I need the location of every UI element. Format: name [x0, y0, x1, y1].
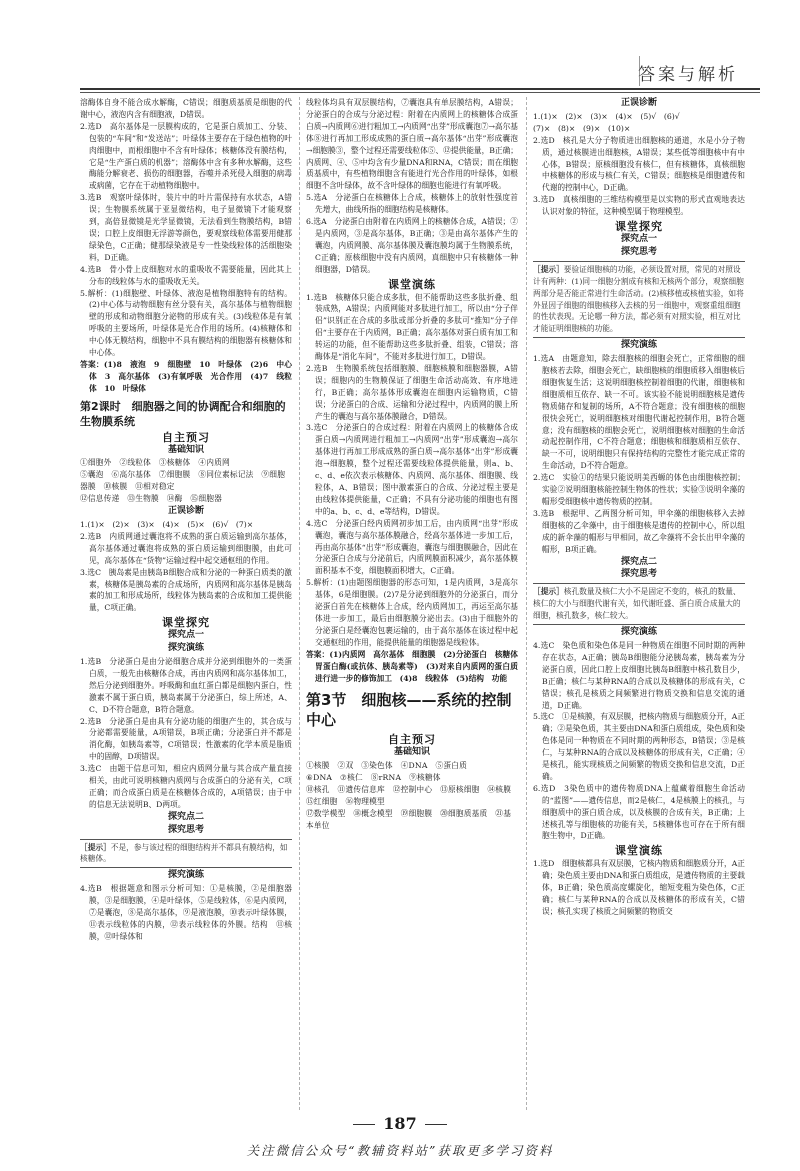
tip-label: ［提示］	[533, 587, 564, 597]
subsection-title: 探究点二	[620, 556, 657, 567]
answer-item: 3.选D 真核细胞的三维结构模型是以实物的形式直观地表达认识对象的特征，这种模型属于物理模型。	[533, 195, 745, 217]
page-number-text: 187	[383, 1114, 417, 1133]
section-title: 自主预习	[162, 430, 210, 444]
subsection-title: 探究点一	[167, 630, 204, 641]
subsection-title: 基础知识	[393, 747, 430, 758]
column-2	[306, 97, 526, 1110]
tip-label: ［提示］	[80, 842, 111, 852]
basic-knowledge-line: ⑥DNA ⑦核仁 ⑧rRNA ⑨核糖体	[306, 773, 441, 783]
subsection-title: 正误诊断	[620, 98, 657, 108]
subsection-title: 探究演练	[620, 627, 657, 638]
answer-item: 4.选C 分泌蛋白经内质网初步加工后，由内质网“出芽”形成囊泡，囊泡与高尔基体膜融合，经高尔基体进一步加工后，再由高尔基体“出芽”形成囊泡，囊泡与细胞膜融合，因此在分泌蛋白合成与分泌前后，内质网膜面积减少，高尔基体膜面积基本不变，细胞膜面积增大，C正确。	[306, 518, 518, 576]
column-3	[533, 97, 745, 1110]
correct-diagnosis-line: (7)× (8)× (9)× (10)×	[533, 123, 631, 133]
answer-item: 2.选B 分泌蛋白是由具有分泌功能的细胞产生的，其合成与分泌都需要能量，A项错误，B项正确；分泌蛋白并不都是消化酶，如胰岛素等，C项错误；性激素的化学本质是脂质中的固醇，D项错误。	[80, 716, 292, 762]
correct-diagnosis-line: 1.(1)× (2)× (3)× (4)× (5)× (6)√ (7)×	[80, 520, 254, 529]
section-title: 课堂演练	[388, 277, 436, 291]
answer-item: 3.选B 根据甲、乙两图分析可知，甲伞藻的细胞核移入去掉细胞核的乙伞藻中，由于细胞核是遗传的控制中心，所以组成的新伞藻的帽形与甲相同，故乙伞藻将不会长出甲伞藻的帽形，B项正确。	[533, 508, 745, 554]
answer-item: 2.选C 实验①的结果只能说明美西螈的体色由细胞核控制；实验②说明细胞核能控制生物体的性状；实验③说明伞藻的帽形受细胞核中遗传物质的控制。	[533, 473, 745, 506]
tip-label: ［提示］	[533, 264, 564, 274]
subsection-title: 探究演练	[167, 643, 204, 654]
answer-item: 2.选D 核孔是大分子物质进出细胞核的通道，水是小分子物质，通过核膜进出细胞核，A错误；某些低等细胞核中有中心体，B错误；原核细胞没有核仁，但有核糖体，真核细胞中核糖体的形成与核仁有关，C错误；细胞核是细胞遗传和代谢的控制中心，D正确。	[533, 135, 745, 193]
subsection-title: 探究思考	[167, 824, 204, 835]
column-separator	[526, 97, 527, 1110]
answer-summary: 答案：(1)8 液泡 9 细胞壁 10 叶绿体 (2)6 中心体 3 高尔基体 (3)有氧呼吸 光合作用 (4)7 线粒体 10 叶绿体	[80, 359, 292, 393]
answer-item: 1.选D 细胞核都具有双层膜，它核内物质和细胞质分开，A正确；染色质主要由DNA和蛋白质组成，是遗传物质的主要载体，B正确；染色质高度螺旋化，缩短变粗为染色体，C正确；核仁与某种RNA的合成以及核糖体的形成有关，C错误；核孔实现了核质之间频繁的物质交	[533, 859, 745, 916]
subsection-title: 探究思考	[620, 246, 657, 257]
header-rule-thin	[80, 92, 760, 93]
answer-item: 1.选B 核糖体只能合成多肽，但不能帮助这些多肽折叠、组装成熟，A错误；内质网能对多肽进行加工，所以由“分子伴侣”识别正在合成的多肽或部分折叠的多肽可“推知”分子伴侣“主要存在于内质网，B正确；高尔基体对蛋白质有加工和转运的功能，但不能帮助这些多肽折叠、组装，C错误；溶酶体是“消化车间”，不能对多肽进行加工，D错误。	[306, 292, 518, 362]
basic-knowledge-line: ⑩核孔 ⑪遗传信息库 ⑫控制中心 ⑬原核细胞 ⑭核膜 ⑮红细胞 ⑯物理模型	[306, 785, 519, 806]
correct-diagnosis-line: 1.(1)× (2)× (3)× (4)× (5)√ (6)√	[533, 111, 680, 121]
header-rule	[80, 88, 760, 90]
page-header	[0, 0, 800, 92]
answer-item: 2.选B 生物膜系统包括细胞膜、细胞核膜和细胞器膜，A错误；细胞内的生物膜保证了细胞生命活动高效、有序地进行，B正确；高尔基体形成囊泡在细胞内运输物质，C错误；分泌蛋白的合成、运输和分泌过程中，内质网的膜上所产生的囊泡与高尔基体膜融合，D错误。	[306, 363, 518, 421]
tip-text: 不是，参与该过程的细胞结构并不都具有膜结构，如核糖体。	[80, 842, 288, 864]
subsection-title: 探究演练	[167, 870, 204, 881]
answer-item: 5.选A 分泌蛋白在核糖体上合成，核糖体上的放射性强度首先增大，曲线所指的细胞结构是核糖体。	[306, 193, 518, 215]
basic-knowledge-line: ⑫信息传递 ⑬生物膜 ⑭酶 ⑮细胞器	[80, 494, 222, 504]
answer-item: 5.选C ①是核膜，有双层膜，把核内物质与细胞质分开，A正确；②是染色质，其主要由DNA和蛋白质组成，染色质和染色体是同一种物质在不同时期的两种形态，B错误；③是核仁，与某种RNA的合成以及核糖体的形成有关，C正确；④是核孔，能实现核质之间频繁的物质交换和信息交流，D正确。	[533, 712, 745, 781]
paragraph: 线粒体均具有双层膜结构，⑦囊泡具有单层膜结构，A错误；分泌蛋白的合成与分泌过程：附着在内质网上的核糖体合成蛋白质→内质网⑥进行粗加工→内质网“出芽”形成囊泡⑦→高尔基体⑧进行再加工形成成熟的蛋白质→高尔基体“出芽”形成囊泡→细胞膜③，整个过程还需要线粒体⑤、⑫提供能量，B正确；内质网、④、⑤中均含有少量DNA和RNA，C错误；而在细胞质基质中，有些植物细胞含有能进行光合作用的叶绿体，如根细胞不含叶绿体，故不含叶绿体的细胞也能进行有氧呼吸。	[306, 98, 518, 191]
section-title: 课堂探究	[615, 220, 663, 234]
subsection-title: 探究点一	[620, 233, 657, 244]
answer-item: 4.选B 骨小骨上皮细胞对水的重吸收不需要能量，因此其上分布的线粒体与水的重吸收无关。	[80, 264, 292, 286]
column-1	[80, 97, 292, 1110]
lesson-title: 第2课时 细胞器之间的协调配合和细胞的生物膜系统	[80, 399, 286, 428]
page-number	[0, 1114, 800, 1133]
tip-box	[533, 583, 745, 625]
paragraph: 溶酶体自身不能合成水解酶，C错误；细胞质基质是细胞的代谢中心，液泡内含有细胞液，D错误。	[80, 98, 292, 119]
tip-text: 核孔数量及核仁大小不是固定不变的，核孔的数量、核仁的大小与细胞代谢有关，如代谢旺盛、蛋白质合成量大的细胞，核孔数多，核仁较大。	[533, 587, 741, 621]
answer-item: 2.选D 高尔基体是一层膜构成的，它是蛋白质加工、分装、包装的“车间”和“发送站”；叶绿体主要存在于绿色植物的叶肉细胞中，而根细胞中不含有叶绿体；核糖体没有膜结构，它是“生产蛋白质的机器”；溶酶体中含有多种水解酶，这些酶能分解衰老、损伤的细胞器，吞噬并杀死侵入细胞的病毒或病菌，它存在于动植物细胞中。	[80, 121, 292, 191]
basic-knowledge-line: ①细胞外 ②线粒体 ③核糖体 ④内质网	[80, 458, 230, 468]
section-title: 自主预习	[388, 733, 436, 747]
page-number-rule	[353, 1124, 375, 1125]
basic-knowledge-line: ⑰数学模型 ⑱概念模型 ⑲细胞膜 ⑳细胞质基质 ㉑基本单位	[306, 808, 512, 830]
answer-item: 6.选A 分泌蛋白由附着在内质网上的核糖体合成，A错误；②是内质网，③是高尔基体，B正确；③是由高尔基体产生的囊泡，内质网膜、高尔基体膜及囊泡膜均属于生物膜系统，C正确；原核细胞中没有内质网，真细胞中只有核糖体一种细胞器，D错误。	[306, 217, 518, 274]
answer-item: 5.解析：(1)由题图细胞器的形态可知，1是内质网，3是高尔基体，6是细胞膜。(2)7是分泌到细胞外的分泌蛋白，而分泌蛋白首先在核糖体上合成，经内质网加工，再运至高尔基体进一步加工，最后由细胞膜分泌出去。(3)由于细胞外的分泌蛋白是经囊泡包裹运输的，由于高尔基体在该过程中起交通枢纽的作用，能提供能量的细胞器是线粒体。	[306, 578, 518, 647]
section-title: 课堂演练	[615, 844, 663, 858]
chapter-title: 第3节 细胞核——系统的控制中心	[306, 691, 512, 730]
answer-item: 3.选B 观察叶绿体时，装片中的叶片需保持有水状态，A错误；生物膜系统属于亚显微结构，电子显微镜下才能观察到，高倍显微镜是光学显微镜，无法看到生物膜结构，B错误；口腔上皮细胞无浮游等颜色，要观察线粒体需要用健那绿染色，C正确；健那绿染液是专一性染线粒体的活细胞染料，D正确。	[80, 193, 292, 262]
subsection-title: 探究演练	[620, 340, 657, 351]
subsection-title: 基础知识	[167, 444, 204, 455]
answer-item: 1.选A 由题意知，除去细胞核的细胞会死亡，正常细胞的细胞核若去除，细胞会死亡，缺细胞核的细胞质移入细胞核后细胞恢复生活；这说明细胞核控制着细胞的代谢，细胞核和细胞质相互依存、缺一不可。该实验不能说明细胞核是遗传物质储存和复制的场所，A不符合题意；没有细胞核的细胞很快会死亡，说明细胞核对细胞代谢起控制作用，B符合题意；没有细胞核的细胞会死亡，说明细胞核对细胞的生命活动起控制作用，C不符合题意；细胞核和细胞质相互依存、缺一不可，说明细胞只有保持结构的完整性才能完成正常的生命活动，D不符合题意。	[533, 354, 745, 471]
basic-knowledge-line: ①核膜 ②双 ③染色体 ④DNA ⑤蛋白质	[306, 761, 468, 771]
tip-box	[533, 261, 745, 338]
answer-item: 5.解析：(1)细胞壁、叶绿体、液泡是植物细胞特有的结构。(2)中心体与动物细胞有丝分裂有关，高尔基体与植物细胞壁的形成和动物细胞分泌物的形成有关。(3)线粒体是有氧呼吸的主要场所，叶绿体是光合作用的场所。(4)核糖体和中心体无膜结构，细胞中不具有膜结构的细胞器有核糖体和中心体。	[80, 288, 292, 358]
answer-item: 6.选D 3染色质中的遗传物质DNA上蕴藏着细胞生命活动的“蓝图”——遗传信息，而2是核仁，4是核膜上的核孔，与细胞质中的蛋白质合成，以及核膜的合成有关，B正确；上述核孔等与细胞核的功能有关，5核糖体也可存在于所有细胞生物中，D正确。	[533, 783, 745, 841]
answer-columns	[80, 97, 745, 1110]
answer-item: 3.选C 胰岛素是由胰岛B细胞合成和分泌的一种蛋白质类的激素，核糖体是胰岛素的合成场所，内质网和高尔基体是胰岛素的加工和形成场所，线粒体为胰岛素的合成和加工提供能量，C项正确。	[80, 567, 292, 613]
footer-note: 关注微信公众号“教辅资料站”获取更多学习资料	[246, 1143, 554, 1158]
answer-item: 1.选B 分泌蛋白是由分泌细胞合成并分泌到细胞外的一类蛋白质，一般先由核糖体合成，再由内质网和高尔基体加工，然后分泌到细胞外。呼吸酶和血红蛋白都是细胞内蛋白，性激素不属于蛋白质，胰岛素属于分泌蛋白，综上所述，A、C、D不符合题意，B符合题意。	[80, 656, 292, 714]
page-number-rule	[425, 1124, 447, 1125]
basic-knowledge-line: ⑤囊泡 ⑥高尔基体 ⑦细胞膜 ⑧同位素标记法 ⑨细胞器膜 ⑩核膜 ⑪相对稳定	[80, 470, 286, 492]
tip-text: 要验证细胞核的功能，必须设置对照，常见的对照设计有两种：(1)同一细胞分割成有核和无核两个部分，观察细胞两部分是否能正常进行生命活动。(2)核移植或核植实验，如将外显因子细胞的细胞核移入去核的另一细胞中，观察重组细胞的性状表现。无论哪一种方法，都必须有对照实验，相互对比才能证明细胞核的功能。	[533, 264, 744, 334]
answer-item: 3.选C 分泌蛋白的合成过程：附着在内质网上的核糖体合成蛋白质→内质网进行粗加工→内质网“出芽”形成囊泡→高尔基体进行再加工形成成熟的蛋白质→高尔基体“出芽”形成囊泡→细胞膜，整个过程还需要线粒体提供能量，则a、b、c、d、e依次表示核糖体、内质网、高尔基体、细胞膜、线粒体，A、B错误；图中激素蛋白的合成、分泌过程主要是由线粒体提供能量，C正确；不具有分泌功能的细胞也有图中的a、b、c、d、e等结构，D错误。	[306, 423, 518, 516]
answer-item: 4.选C 染色质和染色体是同一种物质在细胞不同时期的两种存在状态，A正确；胰岛B细胞能分泌胰岛素，胰岛素为分泌蛋白质，因此口腔上皮细胞比胰岛B细胞中核孔数目少，B正确；核仁与某种RNA的合成以及核糖体的形成有关，C错误；核孔是核质之间频繁进行物质交换和信息交流的通道，D正确。	[533, 640, 745, 710]
section-title: 课堂探究	[162, 616, 210, 630]
answer-summary: 答案：(1)内质网 高尔基体 细胞膜 (2)分泌蛋白 核糖体 胃蛋白酶(或抗体、胰岛素等) (3)对来自内质网的蛋白质进行进一步的修饰加工 (4)8 线粒体 (5)结构 功能	[306, 649, 526, 683]
answer-item: 3.选C 由题干信息可知，相应内质网分量与其合成产量直接相关，由此可说明核糖内质网与合成蛋白的分泌有关，C项正确；而合成蛋白质是在核糖体合成的，A项错误；由于中的信息无法说明B、D两项。	[80, 764, 292, 809]
column-separator	[299, 97, 300, 1110]
header-title: 答案与解析	[638, 65, 738, 85]
answer-item: 4.选B 根据题意和图示分析可知：①是核膜，②是细胞器膜，③是细胞膜，④是叶绿体，⑤是线粒体，⑥是内质网，⑦是囊泡，⑧是高尔基体，⑨是液泡膜，⑩表示叶绿体膜，⑪表示线粒体的内膜，⑫表示线粒体的外膜。结构 ⑪核膜，⑫叶绿体和	[80, 884, 292, 941]
answer-item: 2.选B 内质网通过囊泡将不成熟的蛋白质运输到高尔基体，高尔基体通过囊泡将成熟的蛋白质运输到细胞膜，由此可见，高尔基体在“货物”运输过程中起交通枢纽的作用。	[80, 531, 292, 565]
subsection-title: 探究点二	[167, 811, 204, 822]
tip-box	[80, 839, 292, 869]
subsection-title: 探究思考	[620, 569, 657, 580]
subsection-title: 正误诊断	[167, 506, 204, 517]
